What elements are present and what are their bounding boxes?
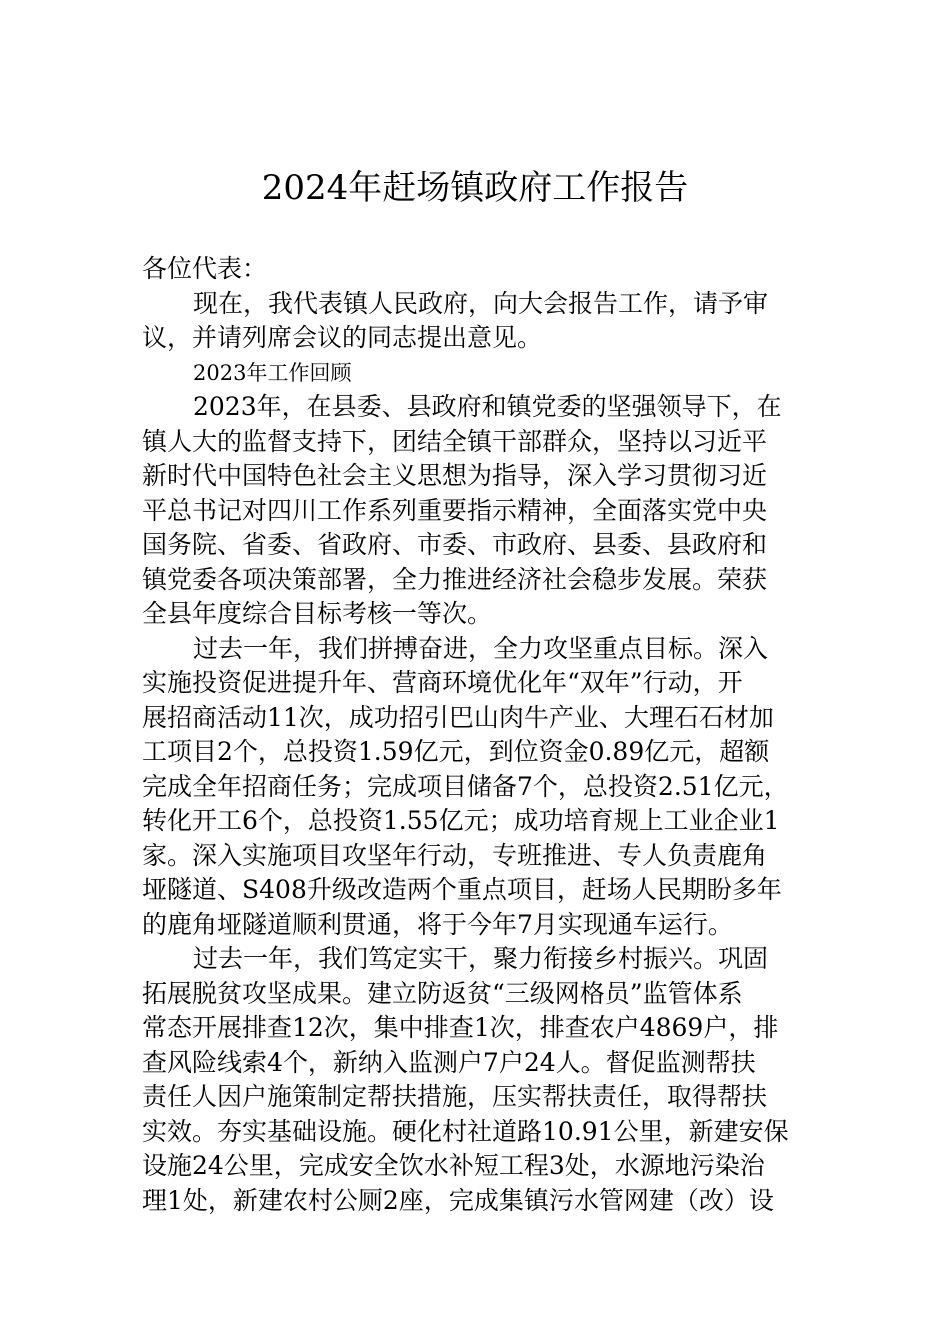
body-line: 全县年度综合目标考核一等次。	[142, 599, 493, 628]
body-line: 设施24公里，完成安全饮水补短工程3处，水源地污染治	[142, 1151, 765, 1180]
body-line: 2023年，在县委、县政府和镇党委的坚强领导下，在	[193, 392, 782, 421]
body-line: 垭隧道、S408升级改造两个重点项目，赶场人民期盼多年	[142, 875, 782, 904]
body-line: 平总书记对四川工作系列重要指示精神，全面落实党中央	[142, 495, 768, 525]
salutation: 各位代表：	[142, 254, 268, 283]
body-line: 理1处，新建农村公厕2座，完成集镇污水管网建（改）设	[142, 1185, 774, 1215]
body-line: 拓展脱贫攻坚成果。建立防返贫“三级网格员”监管体系	[142, 978, 743, 1008]
body-line: 新时代中国特色社会主义思想为指导，深入学习贯彻习近	[142, 461, 768, 490]
body-line: 完成全年招商任务；完成项目储备7个，总投资2.51亿元，	[142, 771, 789, 801]
body-line: 家。深入实施项目攻坚年行动，专班推进、专人负责鹿角	[142, 840, 768, 870]
body-line: 查风险线索4个，新纳入监测户7户24人。督促监测帮扶	[142, 1047, 756, 1077]
body-line: 实效。夯实基础设施。硬化村社道路10.91公里，新建安保	[142, 1116, 789, 1146]
body-line: 责任人因户施策制定帮扶措施，压实帮扶责任，取得帮扶	[142, 1082, 768, 1111]
body-line: 过去一年，我们笃定实干，聚力衔接乡村振兴。巩固	[193, 944, 769, 973]
body-line: 展招商活动11次，成功招引巴山肉牛产业、大理石石材加	[142, 702, 774, 732]
body-line: 的鹿角垭隧道顺利贯通，将于今年7月实现通车运行。	[142, 909, 733, 939]
document-body	[142, 252, 832, 1218]
section-heading: 2023年工作回顾	[193, 360, 352, 385]
body-line: 转化开工6个，总投资1.55亿元；成功培育规上工业企业1	[142, 806, 780, 835]
body-line: 现在，我代表镇人民政府，向大会报告工作，请予审	[193, 288, 769, 318]
body-line: 实施投资促进提升年、营商环境优化年“双年”行动，开	[142, 668, 743, 697]
body-line: 过去一年，我们拼搏奋进，全力攻坚重点目标。深入	[193, 633, 769, 663]
body-line: 常态开展排查12次，集中排查1次，排查农户4869户，排	[142, 1013, 779, 1042]
body-line: 国务院、省委、省政府、市委、市政府、县委、县政府和	[142, 530, 768, 559]
document-title: 2024年赶场镇政府工作报告	[261, 168, 689, 208]
body-line: 议，并请列席会议的同志提出意见。	[142, 323, 543, 352]
body-line: 镇人大的监督支持下，团结全镇干部群众，坚持以习近平	[142, 426, 768, 456]
body-line: 工项目2个，总投资1.59亿元，到位资金0.89亿元，超额	[142, 737, 770, 766]
body-line: 镇党委各项决策部署，全力推进经济社会稳步发展。荣获	[142, 564, 768, 594]
